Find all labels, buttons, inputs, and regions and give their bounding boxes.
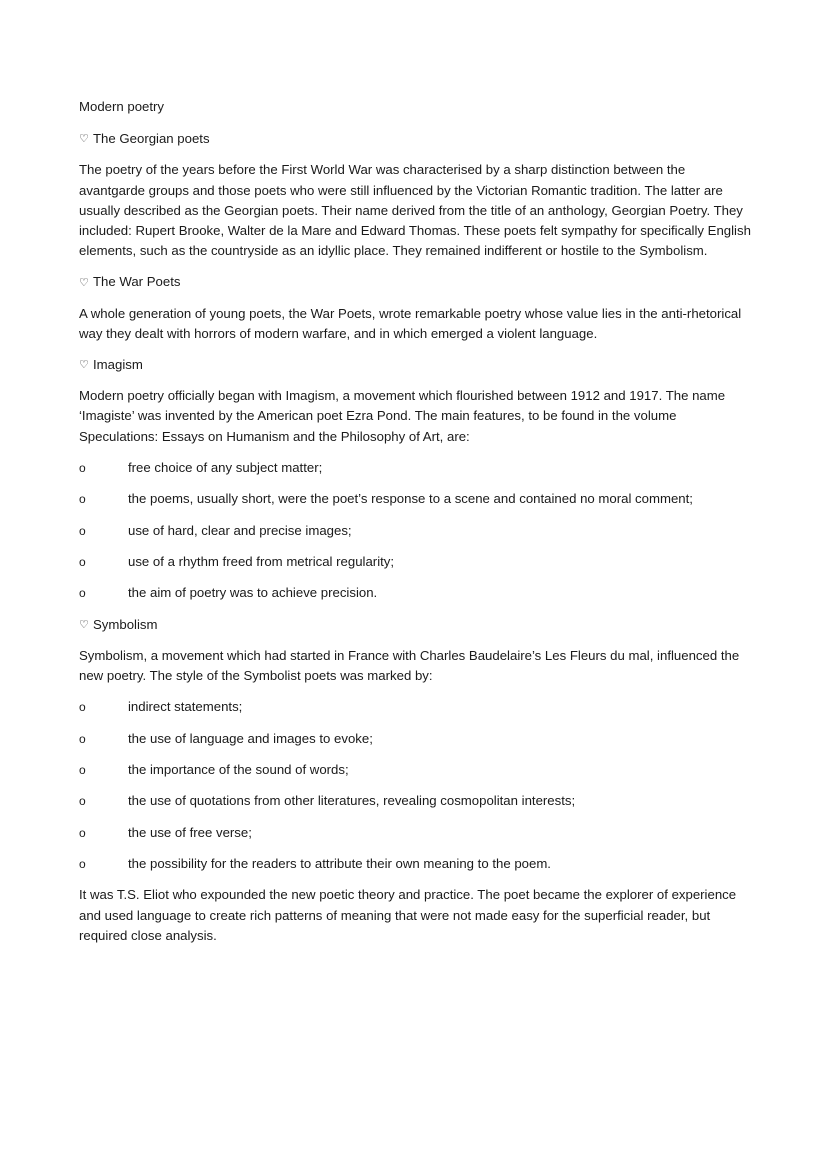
list-item <box>79 854 751 874</box>
bullet-list-imagism <box>79 458 751 604</box>
list-item-text: the use of quotations from other literatures, revealing cosmopolitan interests; <box>128 793 576 809</box>
section-heading-label: Imagism <box>93 357 143 373</box>
section-paragraph-symbolism: Symbolism, a movement which had started in France with Charles Baudelaire’s Les Fleurs du mal, influenced the new poetry. The style of the Symbolist poets was marked by: <box>79 647 740 684</box>
list-item-text: the possibility for the readers to attribute their own meaning to the poem. <box>128 856 551 872</box>
section-paragraph-georgian-poets: The poetry of the years before the First World War was characterised by a sharp distinction between the avantgarde groups and those poets who were still influenced by the Victorian Romantic tradition. The latter are usually described as the Georgian poets. Their name derived from the title of an anthology, Georgian Poetry. They included: Rupert Brooke, Walter de la Mare and Edward Thomas. These poets felt sympathy for specifically English elements, such as the countryside as an idyllic place. They remained indifferent or hostile to the Symbolism. <box>79 162 751 259</box>
bullet-marker: o <box>79 523 86 538</box>
list-item <box>79 552 751 572</box>
heart-outline-icon: ♡ <box>79 618 89 631</box>
bullet-marker: o <box>79 492 86 507</box>
bullet-marker: o <box>79 857 86 872</box>
list-item <box>79 521 751 541</box>
list-item <box>79 791 751 811</box>
section-paragraph-imagism: Modern poetry officially began with Imagism, a movement which flourished between 1912 and 1917. The name ‘Imagiste’ was invented by the American poet Ezra Pond. The main features, to be found in the volume Speculations: Essays on Humanism and the Philosophy of Art, are: <box>79 388 726 444</box>
list-item <box>79 697 751 717</box>
section-heading-georgian-poets <box>79 129 751 149</box>
bullet-marker: o <box>79 460 86 475</box>
section-paragraph-war-poets: A whole generation of young poets, the War Poets, wrote remarkable poetry whose value lies in the anti-rhetorical way they dealt with horrors of modern warfare, and in which emerged a violent language. <box>79 305 742 341</box>
list-item <box>79 760 751 780</box>
list-item-text: the use of language and images to evoke; <box>128 730 373 746</box>
bullet-marker: o <box>79 825 86 840</box>
section-heading-war-poets <box>79 272 751 292</box>
list-item <box>79 458 751 478</box>
bullet-marker: o <box>79 700 86 715</box>
list-item-text: use of a rhythm freed from metrical regularity; <box>128 554 395 570</box>
heart-outline-icon: ♡ <box>79 133 89 146</box>
bullet-marker: o <box>79 763 86 777</box>
list-item-text: indirect statements; <box>128 699 243 715</box>
document-page <box>79 97 751 946</box>
section-heading-symbolism <box>79 615 751 635</box>
closing-paragraph: It was T.S. Eliot who expounded the new poetic theory and practice. The poet became the explorer of experience and used language to create rich patterns of meaning that were not made easy for the superficial reader, but required close analysis. <box>79 887 737 943</box>
list-item <box>79 489 751 509</box>
section-heading-label: The War Poets <box>93 274 181 290</box>
section-heading-label: The Georgian poets <box>93 131 210 147</box>
list-item <box>79 729 751 749</box>
document-title: Modern poetry <box>79 99 165 114</box>
section-heading-imagism <box>79 355 751 375</box>
list-item <box>79 583 751 603</box>
list-item-text: the use of free verse; <box>128 824 252 840</box>
list-item-text: use of hard, clear and precise images; <box>128 522 352 538</box>
heart-outline-icon: ♡ <box>79 276 89 289</box>
list-item-text: the aim of poetry was to achieve precision. <box>128 585 378 601</box>
bullet-marker: o <box>79 586 86 601</box>
bullet-marker: o <box>79 555 86 570</box>
section-heading-label: Symbolism <box>93 616 158 632</box>
bullet-marker: o <box>79 794 86 809</box>
bullet-marker: o <box>79 731 86 746</box>
list-item-text: free choice of any subject matter; <box>128 459 323 475</box>
list-item-text: the poems, usually short, were the poet’s response to a scene and contained no moral comment; <box>128 491 693 507</box>
list-item <box>79 823 751 843</box>
list-item-text: the importance of the sound of words; <box>128 762 349 777</box>
heart-outline-icon: ♡ <box>79 359 89 372</box>
bullet-list-symbolism <box>79 697 751 874</box>
